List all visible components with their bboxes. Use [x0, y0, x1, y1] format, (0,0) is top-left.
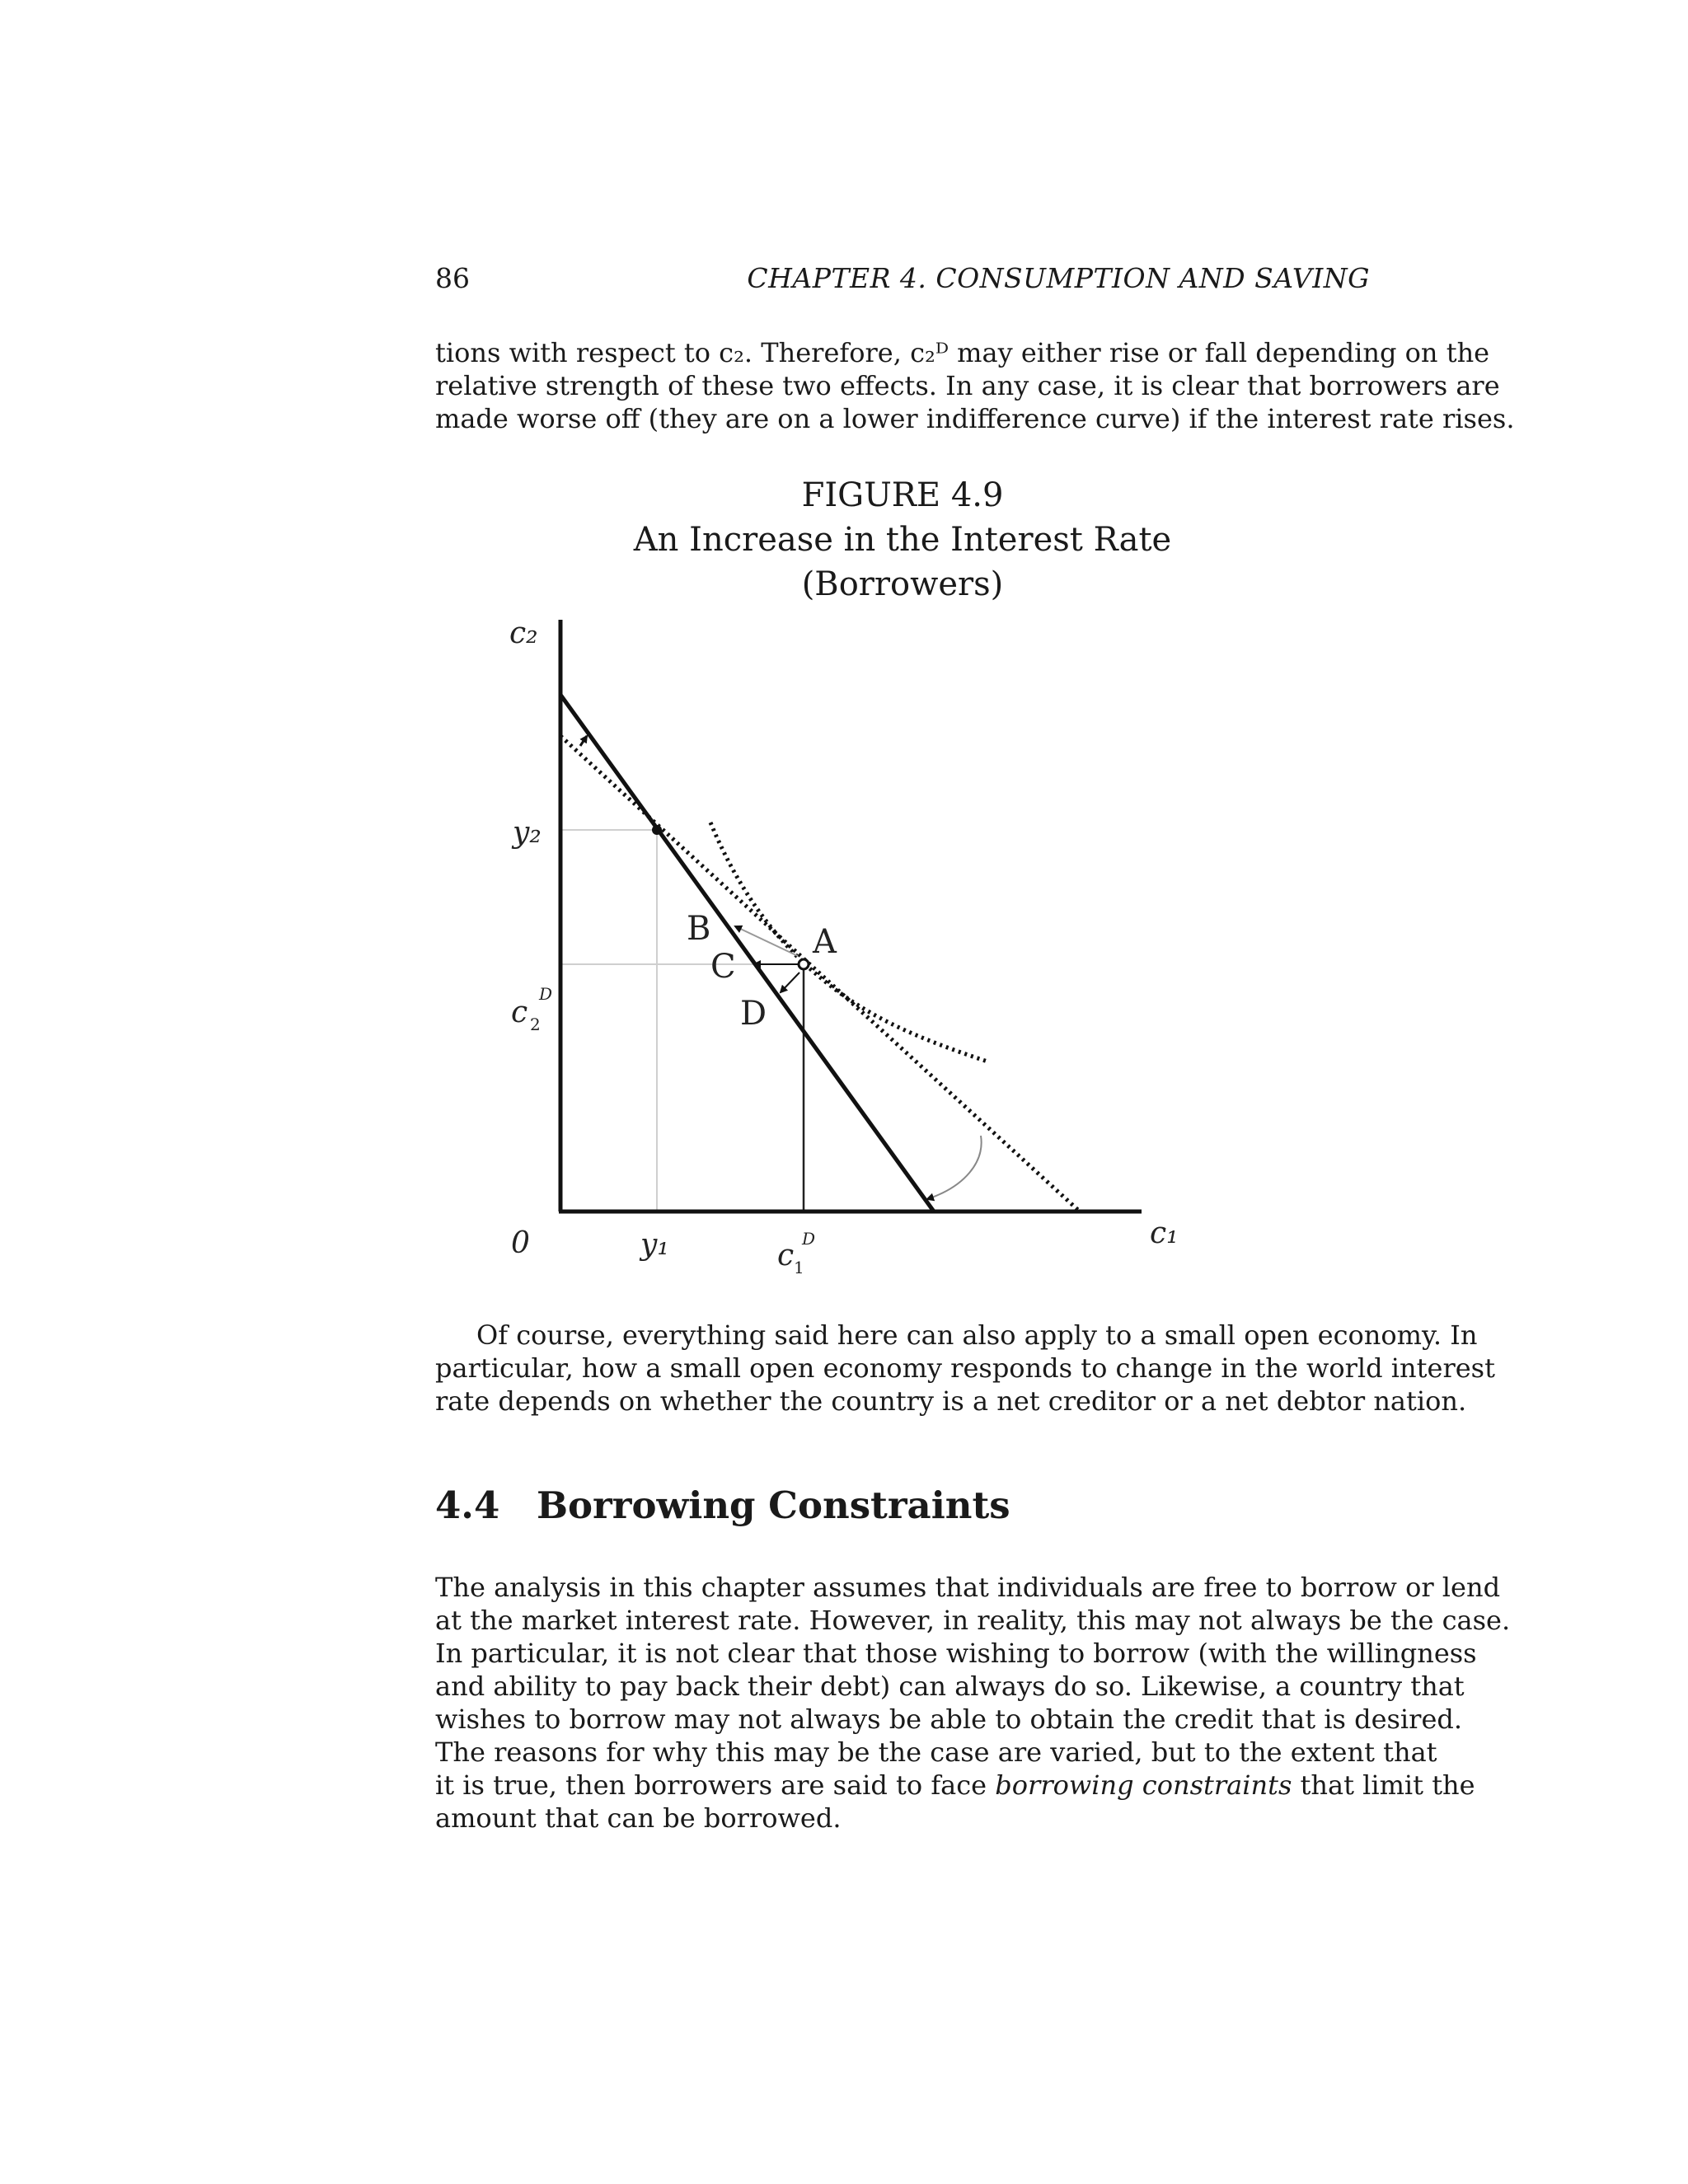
- rotation-arrow-top: [580, 736, 587, 746]
- budget-line-new: [560, 695, 934, 1212]
- text-line: and ability to pay back their debt) can always do so. Likewise, a country that: [435, 1671, 1465, 1702]
- text-line: rate depends on whether the country is a net creditor or a net debtor nation.: [435, 1385, 1467, 1417]
- x-axis-label: c₁: [1150, 1216, 1179, 1250]
- text-segment: that limit the: [1292, 1769, 1475, 1801]
- text-line: Of course, everything said here can also apply to a small open economy. In: [476, 1319, 1478, 1351]
- figure-title: An Increase in the Interest Rate: [633, 521, 1172, 559]
- budget-line-initial: [560, 736, 1080, 1212]
- arrow-to-D: [781, 972, 799, 992]
- section-number: 4.4: [435, 1483, 500, 1527]
- y1-label: y₁: [640, 1228, 669, 1262]
- y-axis-label: c₂: [509, 616, 538, 650]
- text-line: amount that can be borrowed.: [435, 1802, 842, 1834]
- point-A-label: A: [813, 923, 837, 961]
- text-line: at the market interest rate. However, in reality, this may not always be the case.: [435, 1605, 1511, 1636]
- page-number: 86: [435, 262, 470, 294]
- text-line: The analysis in this chapter assumes that individuals are free to borrow or lend: [435, 1572, 1501, 1603]
- c2D-label: c: [511, 996, 528, 1029]
- text-line: relative strength of these two effects. In any case, it is clear that borrowers are: [435, 370, 1500, 401]
- emphasis-term: borrowing constraints: [995, 1769, 1292, 1801]
- y2-label: y₂: [513, 816, 542, 850]
- figure-subtitle: (Borrowers): [801, 565, 1004, 603]
- rotation-arc: [927, 1136, 982, 1199]
- text-line: made worse off (they are on a lower indifference curve) if the interest rate rises.: [435, 403, 1515, 434]
- paragraph-bottom: [435, 1571, 1511, 1835]
- endowment-point: [652, 825, 662, 835]
- text-line-with-emphasis: [435, 1769, 1475, 1802]
- figure-number: FIGURE 4.9: [801, 476, 1004, 514]
- text-segment: it is true, then borrowers are said to face: [435, 1769, 996, 1801]
- chapter-title: CHAPTER 4. CONSUMPTION AND SAVING: [747, 262, 1370, 294]
- point-B-label: B: [687, 910, 711, 948]
- c1D-sup: D: [802, 1229, 816, 1249]
- text-line: wishes to borrow may not always be able to obtain the credit that is desired.: [435, 1704, 1463, 1735]
- point-D-label: D: [740, 995, 767, 1033]
- point-C-label: C: [710, 948, 736, 986]
- paragraph-middle: [435, 1319, 1495, 1418]
- c2D-sub: 2: [530, 1015, 541, 1034]
- section-heading: [435, 1483, 1010, 1527]
- c2D-sup: D: [539, 984, 553, 1004]
- point-A-marker: [799, 959, 809, 969]
- text-line: tions with respect to c₂. Therefore, c₂ᴰ may either rise or fall depending on the: [435, 337, 1490, 368]
- c1D-sub: 1: [794, 1258, 804, 1277]
- section-title: Borrowing Constraints: [537, 1483, 1010, 1527]
- text-line: In particular, it is not clear that those wishing to borrow (with the willingness: [435, 1638, 1477, 1669]
- c1D-label: c: [777, 1239, 795, 1272]
- text-line: The reasons for why this may be the case are varied, but to the extent that: [435, 1736, 1437, 1768]
- text-line: particular, how a small open economy responds to change in the world interest: [435, 1352, 1495, 1384]
- origin-label: 0: [511, 1226, 530, 1260]
